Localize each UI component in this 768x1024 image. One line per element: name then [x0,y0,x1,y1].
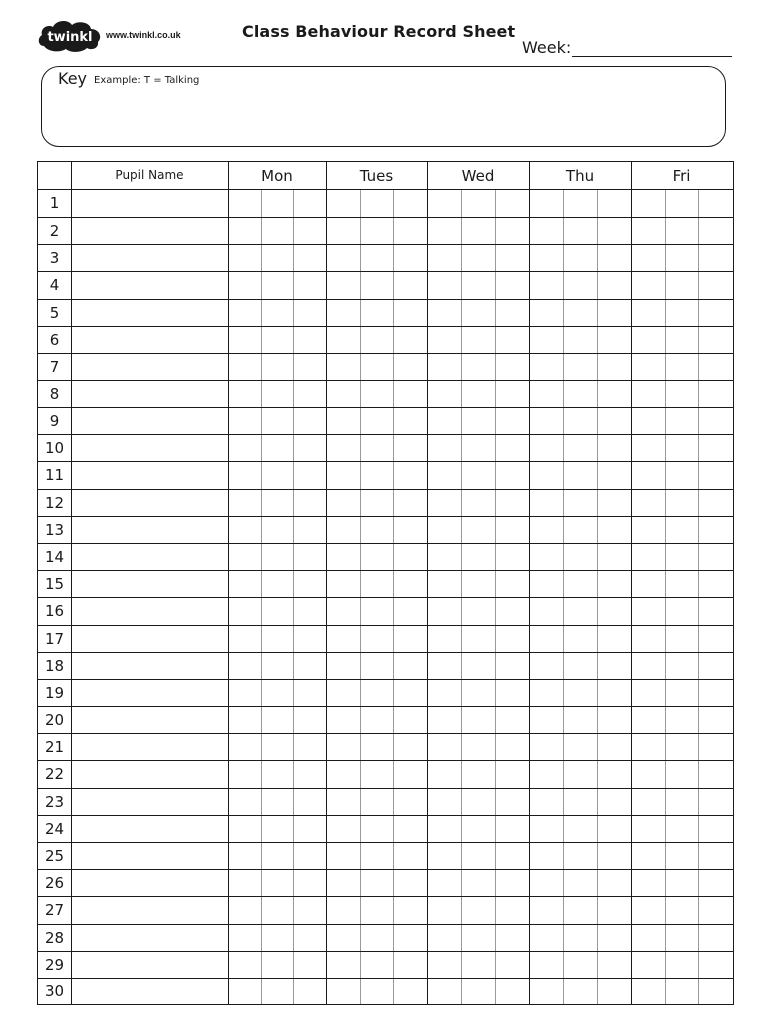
column-divider [529,162,530,1004]
row-number: 6 [49,330,60,349]
row-number: 13 [44,520,65,539]
pupil-name-cell[interactable] [71,706,228,733]
page-title: Class Behaviour Record Sheet [242,22,516,41]
key-example: Example: T = Talking [94,75,200,86]
pupil-name-cell[interactable] [71,978,228,1003]
pupil-name-cell[interactable] [71,434,228,461]
logo-wordmark: twinkl [47,30,93,45]
row-number: 23 [44,792,65,811]
key-box [41,66,726,147]
week-input-line [572,40,732,57]
behaviour-record-table [37,161,734,1005]
pupil-name-cell[interactable] [71,652,228,679]
row-number: 28 [44,928,65,947]
day-header-wed: Wed [461,167,495,185]
row-number: 5 [49,303,60,322]
row-number: 3 [49,248,60,267]
pupil-name-cell[interactable] [71,815,228,842]
pupil-name-cell[interactable] [71,299,228,326]
pupil-name-cell[interactable] [71,679,228,706]
pupil-name-cell[interactable] [71,869,228,896]
row-number: 19 [44,683,65,702]
column-divider [326,162,327,1004]
day-header-fri: Fri [672,167,691,185]
pupil-name-cell[interactable] [71,244,228,271]
day-header-mon: Mon [261,167,293,185]
pupil-name-cell[interactable] [71,625,228,652]
row-number: 20 [44,710,65,729]
row-number: 8 [49,384,60,403]
row-number: 29 [44,955,65,974]
pupil-name-cell[interactable] [71,896,228,924]
row-number: 12 [44,493,65,512]
day-header-tues: Tues [359,167,394,185]
row-number: 26 [44,873,65,892]
pupil-name-cell[interactable] [71,380,228,407]
week-field [522,38,732,57]
pupil-name-cell[interactable] [71,489,228,516]
row-number: 16 [44,602,65,620]
row-number: 15 [44,574,65,593]
pupil-name-cell[interactable] [71,516,228,543]
pupil-name-cell[interactable] [71,326,228,353]
pupil-name-cell[interactable] [71,842,228,869]
column-divider [427,162,428,1004]
row-number: 17 [44,629,65,648]
pupil-name-cell[interactable] [71,760,228,788]
pupil-name-cell[interactable] [71,461,228,489]
column-divider [631,162,632,1004]
row-number: 11 [44,466,65,484]
pupil-name-cell[interactable] [71,597,228,625]
row-number: 25 [44,846,65,865]
row-number: 10 [44,438,65,457]
pupil-name-cell[interactable] [71,353,228,380]
pupil-name-cell[interactable] [71,407,228,434]
pupil-name-cell[interactable] [71,189,228,217]
row-number: 18 [44,656,65,675]
pupil-name-cell[interactable] [71,271,228,299]
row-number: 24 [44,819,65,838]
pupil-name-cell[interactable] [71,570,228,597]
pupil-name-cell[interactable] [71,951,228,978]
row-number: 21 [44,737,65,756]
row-number: 7 [49,357,60,376]
row-number: 27 [44,901,65,919]
row-number: 22 [44,765,65,783]
pupil-name-cell[interactable] [71,788,228,815]
row-number: 14 [44,547,65,566]
day-header-thu: Thu [565,167,595,185]
site-url: www.twinkl.co.uk [106,30,181,40]
row-number: 4 [49,276,60,294]
row-number: 9 [49,411,60,430]
pupil-name-cell[interactable] [71,543,228,570]
twinkl-logo [36,16,104,54]
pupil-name-cell[interactable] [71,924,228,951]
week-label: Week: [522,38,572,57]
pupil-name-header: Pupil Name [115,167,184,182]
pupil-name-cell[interactable] [71,217,228,244]
key-label: Key [58,69,88,88]
row-number: 30 [44,981,65,1000]
row-number: 1 [49,194,60,212]
pupil-name-cell[interactable] [71,733,228,760]
row-number: 2 [49,221,60,240]
column-divider [228,162,229,1004]
